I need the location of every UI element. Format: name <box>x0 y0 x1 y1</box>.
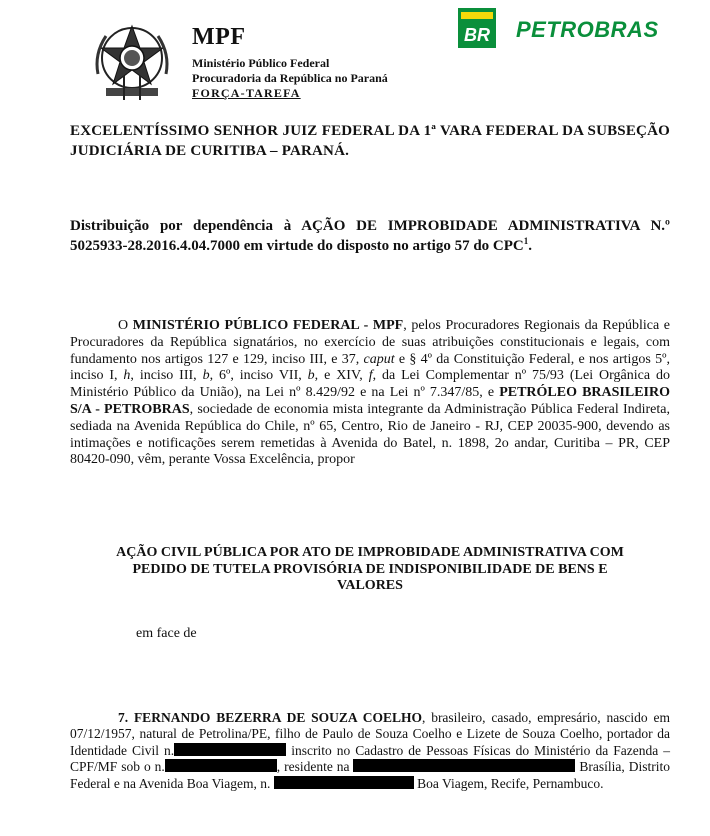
defendant-paragraph: 7. FERNANDO BEZERRA DE SOUZA COELHO, brasileiro, casado, empresário, nascido em 07/12/1957, natural de Petrolina/PE, filho de Paulo de Souza Coelho e Lizete de Souza Coelho, portador da Identidade Civil n. inscrito no Cadastro de Pessoas Físicas do Ministério da Fazenda – CPF/MF sob o n. , residente na Brasília, Distrito Federal e na Avenida Boa Viagem, n. Boa Viagem, Recife, Pernambuco. <box>70 710 670 791</box>
mpf-title: MPF <box>192 24 246 50</box>
svg-text:BR: BR <box>464 25 490 45</box>
org-line-3: FORÇA-TAREFA <box>192 86 301 100</box>
em-face-de: em face de <box>136 626 197 641</box>
brazil-coat-of-arms-seal <box>84 14 180 106</box>
petrobras-logo-icon <box>458 8 496 48</box>
redacted-id-number <box>174 743 286 756</box>
intro-paragraph: O MINISTÉRIO PÚBLICO FEDERAL - MPF, pelos Procuradores Regionais da República e Procuradores da República signatários, no exercício de suas atribuições constitucionais e legais, com fundamento nos artigos 127 e 129, inciso III, e 37, caput e § 4º da Constituição Federal, e nos artigos 5º, inciso I, h, inciso III, b, 6º, inciso VII, b, e XIV, f, da Lei Complementar nº 75/93 (Lei Orgânica do Ministério Público da União), na Lei nº 8.429/92 e na Lei nº 7.347/85, e PETRÓLEO BRASILEIRO S/A - PETROBRAS, sociedade de economia mista integrante da Administração Pública Federal Indireta, sediada na Avenida República do Chile, nº 65, Centro, Rio de Janeiro - RJ, CEP 20035-900, devendo as intimações e notificações serem remetidas à Avenida do Batel, n. 1898, 2o andar, Curitiba – PR, CEP 80420-090, vêm, perante Vossa Excelência, propor <box>70 318 670 468</box>
footnote-ref[interactable]: 1 <box>523 236 529 246</box>
distribution-note: Distribuição por dependência à AÇÃO DE IMPROBIDADE ADMINISTRATIVA N.º 5025933-28.2016.4.04.7000 em virtude do disposto no artigo 57 do CPC$^1$. <box>70 218 670 254</box>
redacted-cpf-number <box>165 759 277 772</box>
defendant-name: 7. FERNANDO BEZERRA DE SOUZA COELHO <box>118 710 422 725</box>
redacted-street-number <box>274 776 414 789</box>
petrobras-wordmark: PETROBRAS <box>516 17 659 42</box>
org-line-1: Ministério Público Federal <box>192 56 330 70</box>
org-line-2: Procuradoria da República no Paraná <box>192 71 388 85</box>
addressee-heading: EXCELENTÍSSIMO SENHOR JUIZ FEDERAL DA 1ª VARA FEDERAL DA SUBSEÇÃO JUDICIÁRIA DE CURITIBA – PARANÁ. <box>70 123 670 159</box>
action-title: AÇÃO CIVIL PÚBLICA POR ATO DE IMPROBIDADE ADMINISTRATIVA COM PEDIDO DE TUTELA PROVISÓRIA DE INDISPONIBILIDADE DE BENS E VALORES <box>116 545 624 593</box>
redacted-address <box>353 759 575 772</box>
